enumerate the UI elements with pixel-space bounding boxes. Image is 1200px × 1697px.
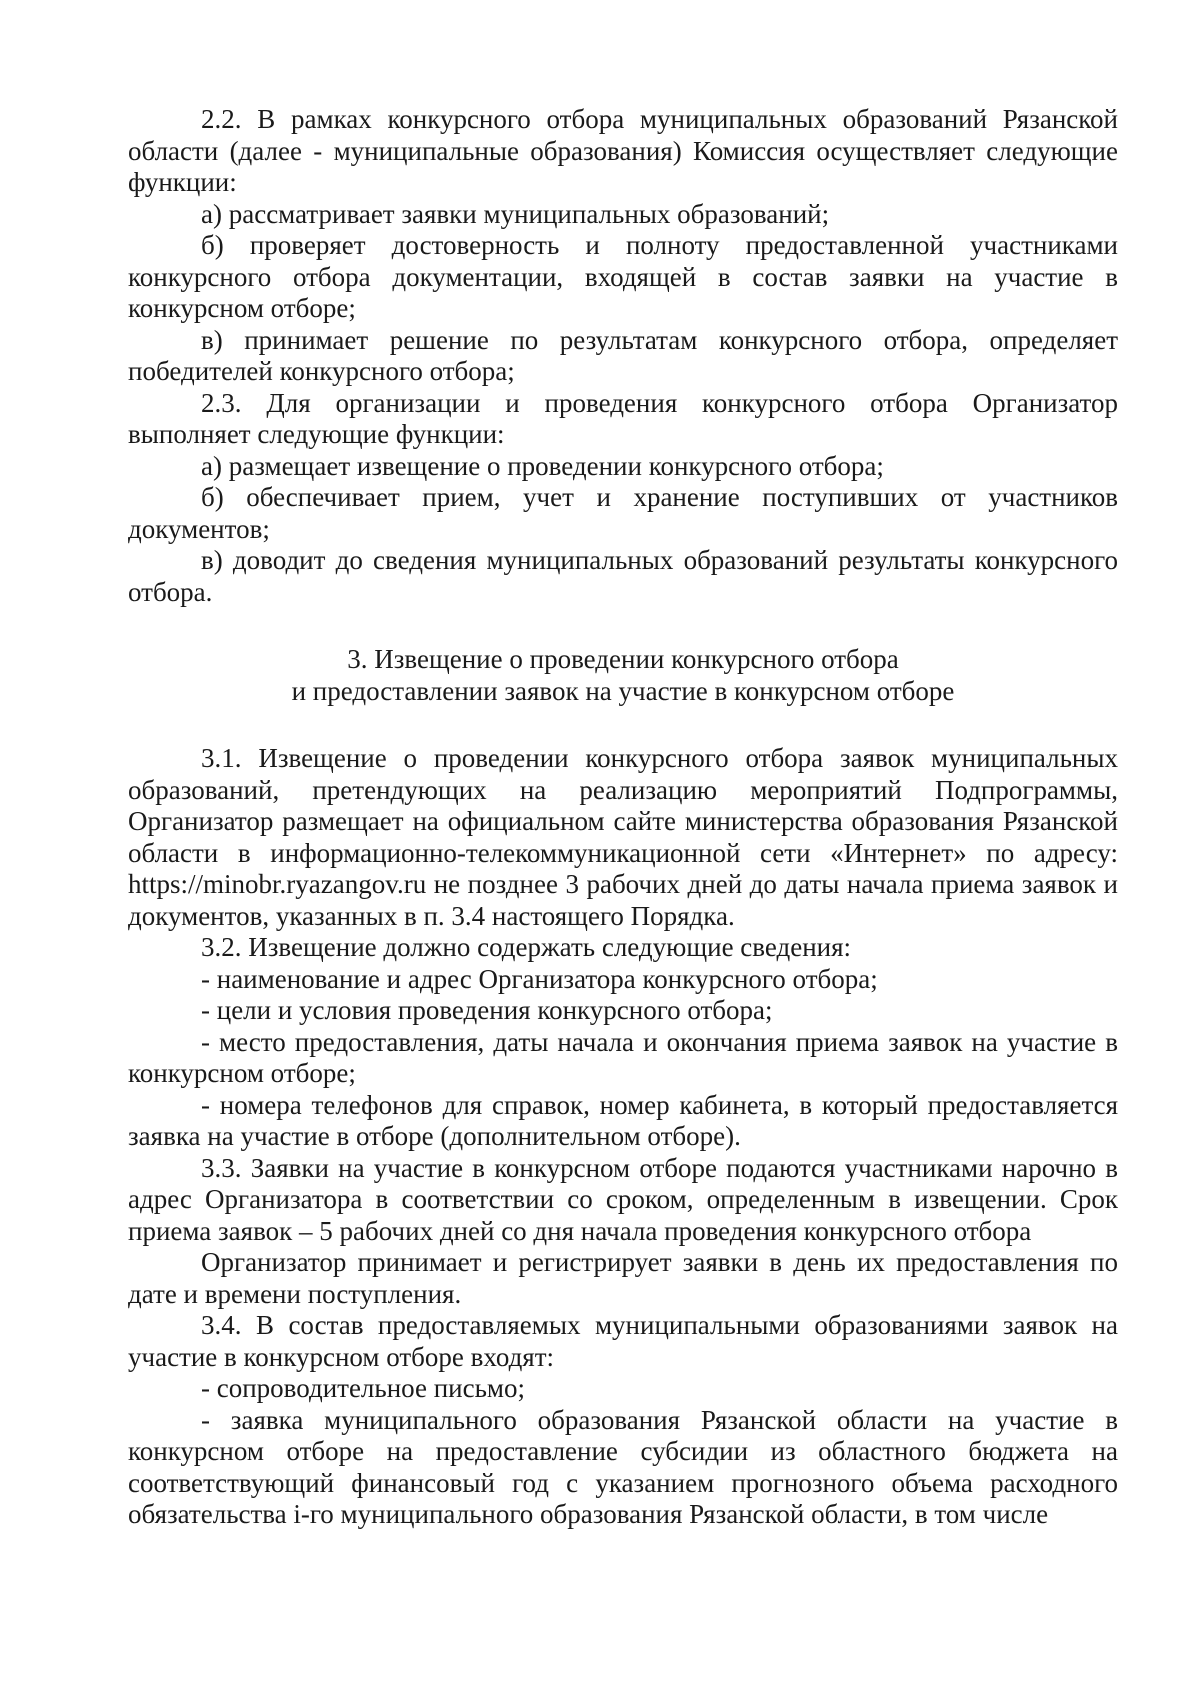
paragraph-2-3-a: а) размещает извещение о проведении конкурсного отбора;: [201, 450, 884, 481]
section-3-heading-line-1: 3. Извещение о проведении конкурсного отбора: [347, 644, 899, 674]
paragraph-2-2-a: а) рассматривает заявки муниципальных образований;: [201, 198, 830, 229]
paragraph-3-4: 3.4. В состав предоставляемых муниципальными образованиями заявок на участие в конкурсном отборе входят:: [128, 1310, 1118, 1372]
paragraph-3-3-registration: Организатор принимает и регистрирует заявки в день их предоставления по дате и времени поступления.: [128, 1247, 1118, 1309]
list-item-cover-letter: - сопроводительное письмо;: [201, 1373, 526, 1403]
list-item-organizer-name: - наименование и адрес Организатора конкурсного отбора;: [201, 963, 878, 994]
list-item-place-dates: - место предоставления, даты начала и окончания приема заявок на участие в конкурсном отборе;: [128, 1026, 1118, 1088]
paragraph-2-3-v: в) доводит до сведения муниципальных образований результаты конкурсного отбора.: [128, 545, 1118, 607]
section-3-heading-line-2: и предоставлении заявок на участие в конкурсном отборе: [291, 675, 955, 706]
list-item-goals: - цели и условия проведения конкурсного отбора;: [201, 995, 773, 1025]
paragraph-2-2-v: в) принимает решение по результатам конкурсного отбора, определяет победителей конкурсного отбора;: [128, 324, 1118, 386]
paragraph-2-2-b: б) проверяет достоверность и полноту предоставленной участниками конкурсного отбора документации, входящей в состав заявки на участие в конкурсном отборе;: [128, 230, 1118, 323]
paragraph-3-3: 3.3. Заявки на участие в конкурсном отборе подаются участниками нарочно в адрес Организатора в соответствии со сроком, определенным в извещении. Срок приема заявок – 5 рабочих дней со дня начала проведения конкурсного отбора: [128, 1152, 1118, 1246]
paragraph-2-3-b: б) обеспечивает прием, учет и хранение поступивших от участников документов;: [128, 482, 1118, 544]
paragraph-2-3: 2.3. Для организации и проведения конкурсного отбора Организатор выполняет следующие функции:: [128, 387, 1118, 449]
document-page: [128, 104, 1118, 1531]
paragraph-3-1: 3.1. Извещение о проведении конкурсного отбора заявок муниципальных образований, претендующих на реализацию мероприятий Подпрограммы, Организатор размещает на официальном сайте министерства образования Рязанской области в информационно-телекоммуникационной сети «Интернет» по адресу: https://minobr.ryazangov.ru не позднее 3 рабочих дней до даты начала приема заявок и документов, указанных в п. 3.4 настоящего Порядка.: [128, 743, 1118, 931]
paragraph-3-2: 3.2. Извещение должно содержать следующие сведения:: [201, 932, 852, 962]
paragraph-2-2: 2.2. В рамках конкурсного отбора муниципальных образований Рязанской области (далее - муниципальные образования) Комиссия осуществляет следующие функции:: [128, 104, 1118, 197]
section-3-heading: [128, 644, 1118, 707]
list-item-phones: - номера телефонов для справок, номер кабинета, в который предоставляется заявка на участие в отборе (дополнительном отборе).: [128, 1089, 1118, 1151]
list-item-application: - заявка муниципального образования Рязанской области на участие в конкурсном отборе на предоставление субсидии из областного бюджета на соответствующий финансовый год с указанием прогнозного объема расходного обязательства i-го муниципального образования Рязанской области, в том числе: [128, 1404, 1118, 1529]
